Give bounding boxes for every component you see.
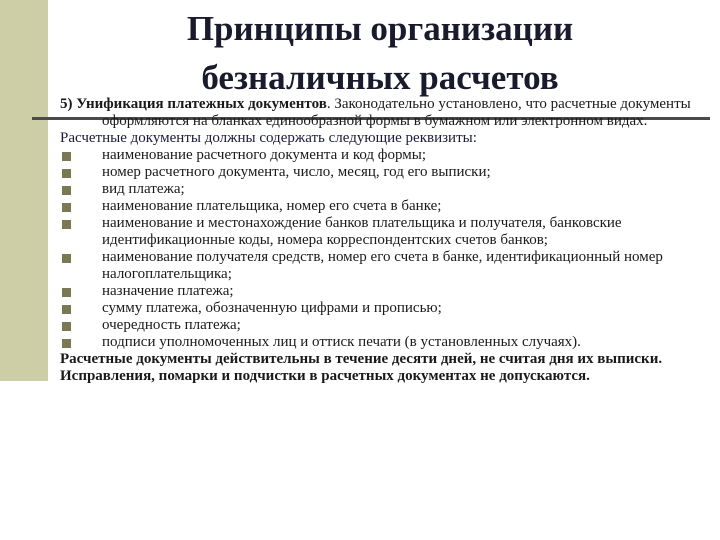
list-item (60, 198, 710, 215)
list-item (60, 147, 710, 164)
slide-title (100, 4, 660, 102)
square-bullet-icon (62, 254, 71, 263)
list-item (60, 283, 710, 300)
square-bullet-icon (62, 305, 71, 314)
title-line-2: безналичных расчетов (201, 58, 559, 97)
list-item (60, 164, 710, 181)
list-item (60, 181, 710, 198)
corrections-note: Исправления, помарки и подчистки в расчетных документах не допускаются. (60, 368, 590, 384)
square-bullet-icon (62, 322, 71, 331)
list-item (60, 215, 710, 249)
list-item-text: наименование расчетного документа и код формы; (102, 147, 427, 163)
square-bullet-icon (62, 186, 71, 195)
list-item-text: наименование плательщика, номер его счета в банке; (102, 198, 442, 214)
square-bullet-icon (62, 169, 71, 178)
list-item (60, 249, 710, 283)
list-item-text: сумму платежа, обозначенную цифрами и прописью; (102, 300, 442, 316)
list-item-text: наименование получателя средств, номер его счета в банке, идентификационный номер налогоплательщика; (102, 249, 663, 282)
requisites-lead: Расчетные документы должны содержать следующие реквизиты: (60, 130, 477, 146)
list-item-text: подписи уполномоченных лиц и оттиск печати (в установленных случаях). (102, 334, 581, 350)
list-item-text: назначение платежа; (102, 283, 234, 299)
intro-heading: 5) Унификация платежных документов (60, 96, 327, 112)
intro-paragraph (60, 96, 710, 130)
slide-body (60, 96, 710, 385)
list-item (60, 300, 710, 317)
title-line-1: Принципы организации (186, 9, 574, 48)
square-bullet-icon (62, 339, 71, 348)
square-bullet-icon (62, 152, 71, 161)
list-item (60, 317, 710, 334)
list-item (60, 334, 710, 351)
list-item-text: очередность платежа; (102, 317, 241, 333)
list-item-text: вид платежа; (102, 181, 185, 197)
square-bullet-icon (62, 220, 71, 229)
list-item-text: номер расчетного документа, число, месяц, год его выписки; (102, 164, 491, 180)
side-decor-band (0, 0, 48, 381)
intro-text: . Законодательно установлено, что расчетные документы оформляются на бланках единообразной формы в бумажном или электронном видах. (102, 96, 691, 129)
list-item-text: наименование и местонахождение банков плательщика и получателя, банковские идентификационные коды, номера корреспондентских счетов банков; (102, 215, 622, 248)
square-bullet-icon (62, 203, 71, 212)
square-bullet-icon (62, 288, 71, 297)
validity-note: Расчетные документы действительны в течение десяти дней, не считая дня их выписки. (60, 351, 663, 367)
